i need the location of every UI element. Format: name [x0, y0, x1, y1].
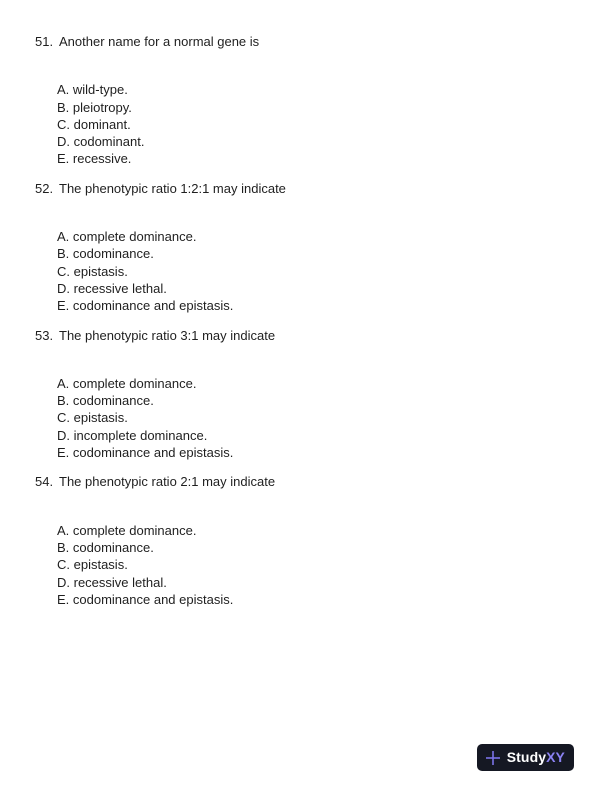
- option: A. complete dominance.: [57, 229, 197, 245]
- question-number: 53.: [35, 327, 54, 343]
- logo-text-study: Study: [506, 748, 547, 765]
- option: D. recessive lethal.: [57, 574, 167, 590]
- plus-icon: [485, 750, 501, 766]
- option: B. codominance.: [57, 539, 154, 555]
- option: C. epistasis.: [57, 410, 128, 426]
- quiz-content: [35, 33, 582, 620]
- option: C. epistasis.: [57, 557, 128, 573]
- question-text: Another name for a normal gene is: [59, 34, 260, 49]
- option: C. epistasis.: [57, 263, 128, 279]
- options-list: [57, 522, 582, 608]
- option: A. complete dominance.: [57, 375, 197, 391]
- question-text: The phenotypic ratio 2:1 may indicate: [59, 474, 276, 490]
- question-row: [35, 473, 582, 490]
- question-row: [35, 327, 582, 344]
- option: D. incomplete dominance.: [57, 427, 208, 443]
- option: E. codominance and epistasis.: [57, 445, 234, 461]
- option: D. recessive lethal.: [57, 280, 167, 296]
- studyxy-logo[interactable]: [477, 744, 574, 771]
- option: B. codominance.: [57, 246, 154, 262]
- option: E. codominance and epistasis.: [57, 298, 234, 314]
- question-block-52: [35, 180, 582, 315]
- option: E. codominance and epistasis.: [57, 591, 234, 607]
- option: B. pleiotropy.: [57, 99, 132, 115]
- question-text: The phenotypic ratio 1:2:1 may indicate: [59, 180, 286, 196]
- question-number: 51.: [35, 34, 54, 49]
- option: A. wild-type.: [57, 82, 128, 98]
- options-list: [57, 228, 582, 314]
- option: B. codominance.: [57, 393, 154, 409]
- logo-wordmark: [507, 749, 565, 766]
- question-number: 52.: [35, 180, 54, 196]
- options-list: [57, 81, 582, 167]
- question-block-54: [35, 473, 582, 608]
- question-row: [35, 33, 582, 50]
- logo-text-xy: XY: [546, 748, 565, 765]
- question-text: The phenotypic ratio 3:1 may indicate: [59, 327, 276, 343]
- option: E. recessive.: [57, 151, 132, 167]
- question-block-51: [35, 33, 582, 168]
- option: D. codominant.: [57, 134, 145, 150]
- question-row: [35, 180, 582, 197]
- question-block-53: [35, 327, 582, 462]
- question-number: 54.: [35, 474, 54, 490]
- option: C. dominant.: [57, 116, 131, 132]
- option: A. complete dominance.: [57, 522, 197, 538]
- options-list: [57, 375, 582, 461]
